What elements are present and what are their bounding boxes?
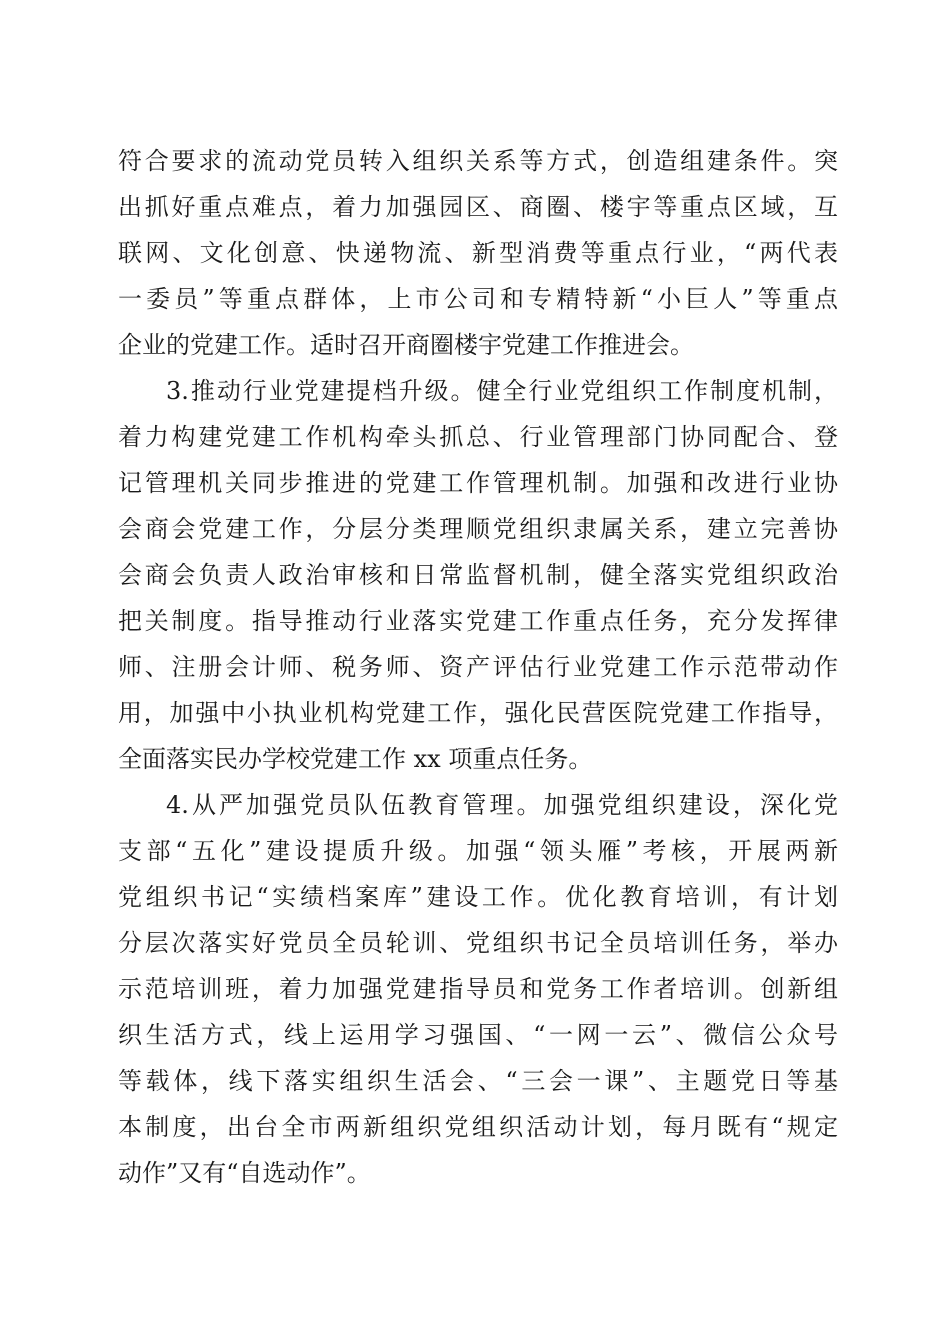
text-line: 企业的党建工作。适时召开商圈楼宇党建工作推进会。 [118,331,694,359]
text-line: 用，加强中小执业机构党建工作，强化民营医院党建工作指导， [118,699,838,727]
text-line: 支部“五化”建设提质升级。加强“领头雁”考核，开展两新 [118,837,838,865]
paragraph-3 [118,782,838,1196]
text-line: 织生活方式，线上运用学习强国、“一网一云”、微信公众号 [118,1021,838,1049]
text-line: 等载体，线下落实组织生活会、“三会一课”、主题党日等基 [118,1067,838,1095]
text-line: 符合要求的流动党员转入组织关系等方式，创造组建条件。突 [118,147,838,175]
text-line: 记管理机关同步推进的党建工作管理机制。加强和改进行业协 [118,469,838,497]
text-line: 党组织书记“实绩档案库”建设工作。优化教育培训，有计划 [118,883,838,911]
text-line: 本制度，出台全市两新组织党组织活动计划，每月既有“规定 [118,1113,838,1141]
text-line: 分层次落实好党员全员轮训、党组织书记全员培训任务，举办 [118,929,838,957]
document-body [118,138,838,1196]
paragraph-2 [118,368,838,782]
paragraph-1 [118,138,838,368]
text-line: 全面落实民办学校党建工作 xx 项重点任务。 [118,745,593,773]
text-line: 3.推动行业党建提档升级。健全行业党组织工作制度机制， [166,377,838,405]
text-line: 动作”又有“自选动作”。 [118,1159,371,1187]
text-line: 着力构建党建工作机构牵头抓总、行业管理部门协同配合、登 [118,423,838,451]
text-line: 联网、文化创意、快递物流、新型消费等重点行业，“两代表 [118,239,838,267]
text-line: 会商会负责人政治审核和日常监督机制，健全落实党组织政治 [118,561,838,589]
text-line: 一委员”等重点群体，上市公司和专精特新“小巨人”等重点 [118,285,838,313]
text-line: 师、注册会计师、税务师、资产评估行业党建工作示范带动作 [118,653,838,681]
text-line: 出抓好重点难点，着力加强园区、商圈、楼宇等重点区域，互 [118,193,838,221]
text-line: 把关制度。指导推动行业落实党建工作重点任务，充分发挥律 [118,607,838,635]
text-line: 示范培训班，着力加强党建指导员和党务工作者培训。创新组 [118,975,838,1003]
text-line: 会商会党建工作，分层分类理顺党组织隶属关系，建立完善协 [118,515,838,543]
text-line: 4.从严加强党员队伍教育管理。加强党组织建设，深化党 [166,791,838,819]
